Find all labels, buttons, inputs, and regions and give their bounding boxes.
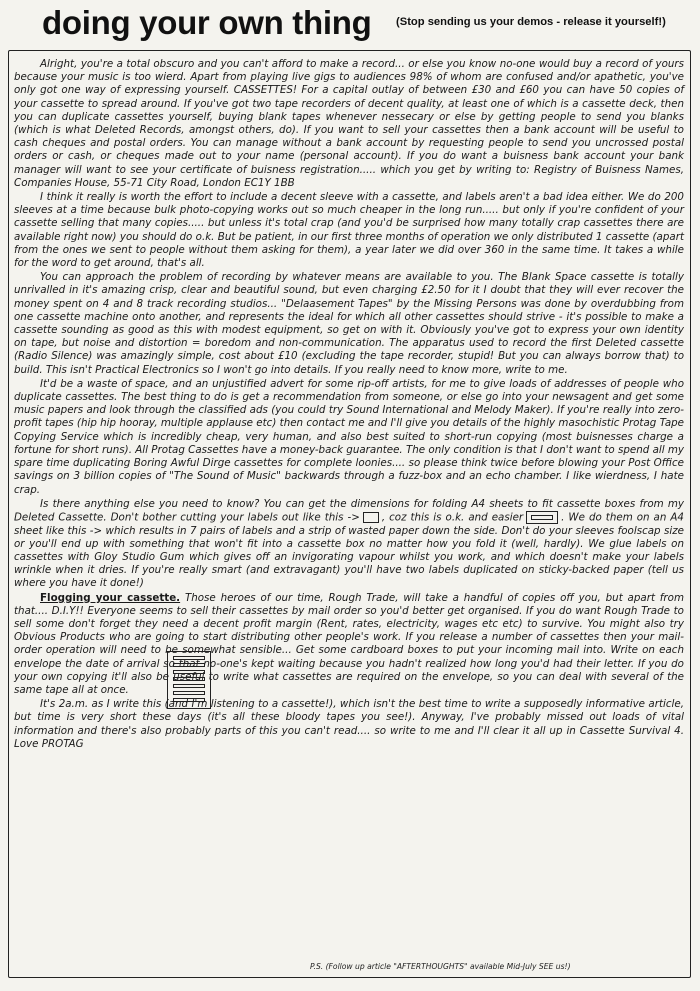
page-subtitle: (Stop sending us your demos - release it yourself!) — [396, 16, 666, 28]
paragraph-closing: It's 2a.m. as I write this (and I'm listening to a cassette!), which isn't the best time to write a supposedly informative article, but time is very short these days (it's all these bloody tapes you see!). Anyway, I've probably missed out loads of vital information and there's also probably parts of this you can't read.... so write to me and I'll clear it all up in Cassette Survival 4. Love PROTAG — [14, 698, 684, 750]
label-cutout-sketch — [363, 512, 379, 523]
labels-text-a: Is there anything else you need to know? You can get the dimensions for folding A4 sheets to fit cassette boxes from my Deleted Cassette. Don't bother cutting your labels out like this -> — [14, 497, 684, 524]
paragraph-duplication: It'd be a waste of space, and an unjustified advert for some rip-off artists, for me to give loads of addresses of people who duplicate cassettes. The best thing to do is get a recommendation from someone, or else go into your newsagent and get some music papers and look through the classified ads (you could try Sound International and Melody Maker). If you're really into zero-profit tapes (hip hip hooray, multiple applause etc) then contact me and I'll give you details of the highly masochistic Protag Tape Copying Service which is incredibly cheap, very human, and also best suited to short-run copying (most buisnesses charge a fortune for short runs). All Protag Cassettes have a money-back guarantee. The only condition is that I don't want to spend all my spare time duplicating Boring Awful Dirge cassettes for complete loonies.... so please think twice before blowing your Post Office savings on 3 billion copies of "The Sound of Music" backwards through a fuzz-box and an echo chamber. I like wierdness, I hate crap. — [14, 377, 685, 496]
paragraph-recording: You can approach the problem of recording by whatever means are available to you. The Blank Space cassette is totally unrivalled in it's amazing crisp, clear and beautiful sound, but even charging £2.50 for it I doubt that they will ever recover the money spent on 4 and 8 track recording studios... "Delaasement Tapes" by the Missing Persons was done by overdubbing from one cassette machine onto another, and represents the ideal for which all other cassettes should strive - it's possible to make a cassette sounding as good as this with modest equipment, so get on with it. Obviously you've got to express your own identity on tape, but noise and distortion = boredom and non-communication. The apparatus used to record the first Deleted cassette (Radio Silence) was amazingly simple, cost about £10 (excluding the tape recorder, stupid! But you can always borrow that) to build. This isn't Practical Electronics so I won't go into details. If you really need to know more, write to me. — [14, 271, 684, 376]
paragraph-flogging — [14, 592, 684, 698]
flogging-text: Those heroes of our time, Rough Trade, will take a handful of copies off you, but apart from that.... D.I.Y!! Everyone seems to sell their cassettes by mail order so you'd better get organised. If you do want Rough Trade to sell some don't forget they need a decent profit margin (Rent, rates, electricity, wages etc etc) to survive. You might also try Obvious Products who are going to start distributing other people's work. If you release a number of cassettes then your mail-order operation will need to be somewhat sensible... Get some cardboard boxes to put your incoming mail into. Write on each envelope the date of arrival so that no-one's kept waiting because you hadn't realized how long you'd had their letter. If you do your own copying it'll also be useful to write what cassettes are required on the envelope, so you can deal with several of the same tape all at once. — [14, 591, 684, 697]
labels-text-b: , coz this is o.k. and easier — [381, 511, 524, 524]
label-strip-sketch — [526, 511, 558, 524]
flogging-heading: Flogging your cassette. — [40, 591, 181, 604]
paragraph-sleeves: I think it really is worth the effort to include a decent sleeve with a cassette, and labels aren't a bad idea either. We do 200 sleeves at a time because bulk photo-copying works out so much cheaper in the long run..... but only if you're confident of your cassette selling that many copies..... but unless it's total crap (and you'd be surprised how many totally crap cassettes there are available right now) you should do o.k. But be patient, in our first three months of operation we only distributed 1 cassette (apart from the ones we sent to people without them asking for them), a year later we did over 360 in the same time. It takes a while for the word to get around, that's all. — [14, 191, 684, 270]
article-body — [14, 58, 684, 751]
postscript-note: P.S. (Follow up article "AFTERTHOUGHTS" available Mid-July SEE us!) — [310, 962, 571, 971]
paragraph-intro: Alright, you're a total obscuro and you can't afford to make a record... or else you know no-one would buy a record of yours because your music is too wierd. Apart from playing live gigs to audiences 98% of whom are confused and/or apathetic, you've only got one way of expressing yourself. CASSETTES! For a capital outlay of between £30 and £60 you can have 50 copies of your cassette to spread around. If you've got two tape recorders of decent quality, at least one of which is a cassette deck, then you can duplicate cassettes yourself, buying blank tapes whenever nessecary or else by getting people to send you blanks (which is what Deleted Records, amongst others, do). If you want to sell your cassettes then a bank account will be useful to cash cheques and postal orders. You can manage without a bank account by requesting people to send you uncrossed postal orders or cash, or cheques made out to your name (personal account). If you do want a buisness bank account your bank manager will want to see your certificate of buisness registration..... which you get by writing to: Registry of Buisness Names, Companies House, 55-71 City Road, London EC1Y 1BB — [14, 58, 684, 189]
labels-text-c: . We do them on an A4 sheet like this -> which results in 7 pairs of labels and a strip of wasted paper down the side. Don't do your sleeves foolscap size or you'll end up with something that won't fit into a cassette box no matter how you fold it (well, hardly). We glue labels on cassettes with Gloy Studio Gum which gives off an invigorating vapour whilst you work, and which doesn't make your labels wrinkle when it dries. If you're really smart (and extravagant) you'll have two labels duplicated on sticky-backed paper (tell us where you have it done!) — [14, 511, 684, 590]
page-title: doing your own thing — [42, 4, 372, 41]
paragraph-labels — [14, 498, 684, 591]
a4-label-sheet-sketch — [167, 651, 211, 709]
